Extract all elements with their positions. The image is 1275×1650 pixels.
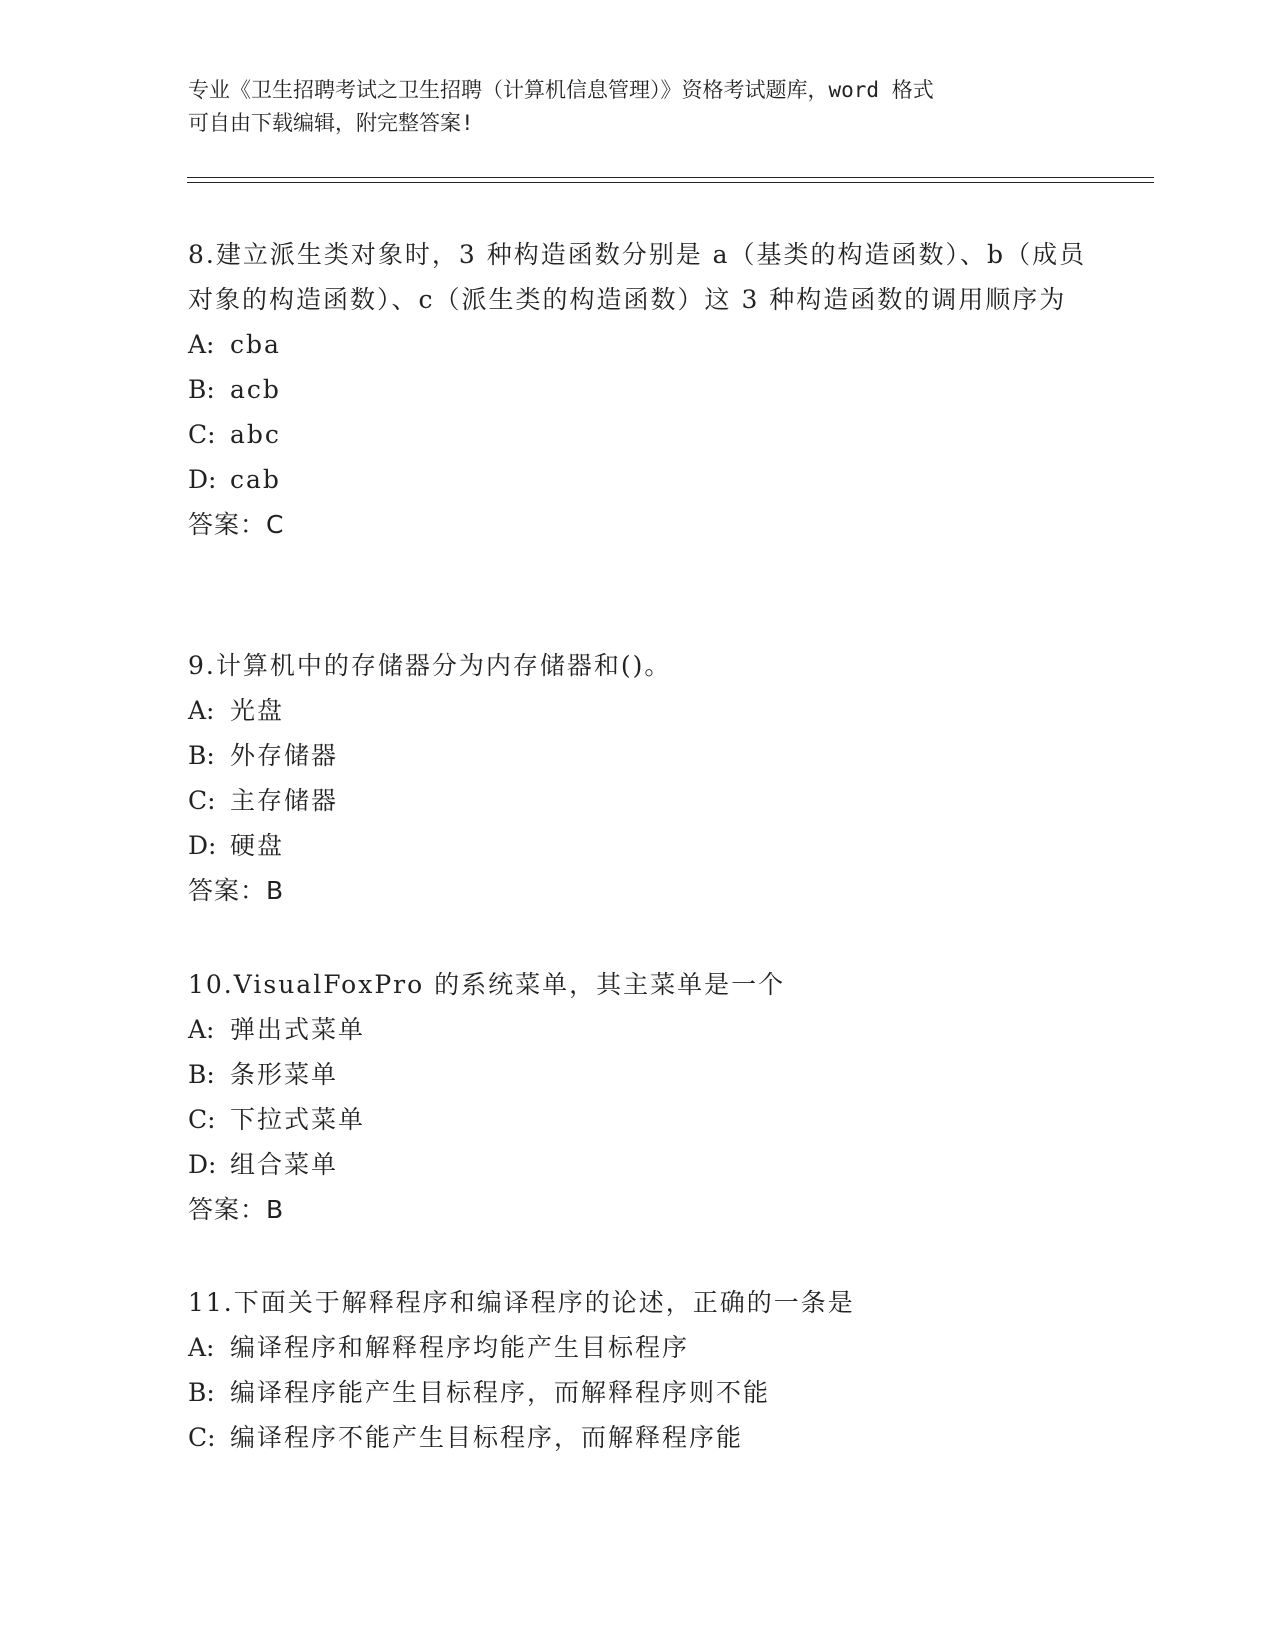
option-b bbox=[188, 733, 1088, 778]
question-stem: 10.VisualFoxPro 的系统菜单，其主菜单是一个 bbox=[188, 970, 786, 999]
option-b bbox=[188, 1052, 1088, 1097]
option-text: cab bbox=[230, 465, 281, 494]
answer-line: 答案：C bbox=[188, 510, 285, 539]
option-text: abc bbox=[230, 420, 281, 449]
option-text: 编译程序和解释程序均能产生目标程序 bbox=[230, 1333, 690, 1362]
option-text: 主存储器 bbox=[230, 786, 339, 815]
header-divider-bottom bbox=[187, 182, 1154, 183]
option-letter: D: bbox=[188, 1150, 217, 1179]
option-letter: B: bbox=[188, 1060, 215, 1089]
option-letter: A: bbox=[188, 696, 215, 725]
option-text: acb bbox=[230, 375, 281, 404]
option-letter: A: bbox=[188, 1333, 215, 1362]
option-letter: A: bbox=[188, 1015, 215, 1044]
question-8 bbox=[188, 232, 1088, 547]
option-text: 外存储器 bbox=[230, 741, 339, 770]
header-line-2: 可自由下载编辑，附完整答案! bbox=[188, 111, 474, 135]
option-d bbox=[188, 823, 1088, 868]
option-text: 硬盘 bbox=[230, 831, 285, 860]
option-letter: C: bbox=[188, 1423, 216, 1452]
option-b bbox=[188, 1370, 1088, 1415]
option-text: 组合菜单 bbox=[230, 1150, 339, 1179]
header-line-1: 专业《卫生招聘考试之卫生招聘（计算机信息管理）》资格考试题库，word 格式 bbox=[188, 78, 934, 102]
option-b bbox=[188, 367, 1088, 412]
option-a bbox=[188, 688, 1088, 733]
option-text: 编译程序不能产生目标程序，而解释程序能 bbox=[230, 1423, 744, 1452]
option-text: 编译程序能产生目标程序，而解释程序则不能 bbox=[230, 1378, 771, 1407]
option-c bbox=[188, 1097, 1088, 1142]
option-text: 光盘 bbox=[230, 696, 285, 725]
header-divider-top bbox=[187, 177, 1154, 178]
option-d bbox=[188, 457, 1088, 502]
option-letter: C: bbox=[188, 1105, 216, 1134]
option-a bbox=[188, 1007, 1088, 1052]
question-stem: 11.下面关于解释程序和编译程序的论述，正确的一条是 bbox=[188, 1288, 855, 1317]
question-11 bbox=[188, 1280, 1088, 1460]
option-c bbox=[188, 412, 1088, 457]
answer-line: 答案：B bbox=[188, 1195, 285, 1224]
option-text: 弹出式菜单 bbox=[230, 1015, 366, 1044]
option-text: cba bbox=[230, 330, 281, 359]
option-letter: C: bbox=[188, 786, 216, 815]
answer-line: 答案：B bbox=[188, 876, 285, 905]
option-letter: B: bbox=[188, 741, 215, 770]
question-stem: 9.计算机中的存储器分为内存储器和()。 bbox=[188, 651, 672, 680]
document-header bbox=[188, 74, 1088, 140]
option-letter: B: bbox=[188, 375, 215, 404]
question-stem: 8.建立派生类对象时，3 种构造函数分别是 a（基类的构造函数）、b（成员对象的构造函数）、c（派生类的构造函数）这 3 种构造函数的调用顺序为 bbox=[188, 240, 1087, 314]
option-a bbox=[188, 1325, 1088, 1370]
option-letter: D: bbox=[188, 465, 217, 494]
option-c bbox=[188, 1415, 1088, 1460]
option-letter: A: bbox=[188, 330, 215, 359]
option-a bbox=[188, 322, 1088, 367]
question-10 bbox=[188, 962, 1088, 1232]
option-c bbox=[188, 778, 1088, 823]
question-9 bbox=[188, 643, 1088, 913]
option-text: 条形菜单 bbox=[230, 1060, 339, 1089]
option-text: 下拉式菜单 bbox=[230, 1105, 366, 1134]
option-letter: D: bbox=[188, 831, 217, 860]
option-d bbox=[188, 1142, 1088, 1187]
option-letter: B: bbox=[188, 1378, 215, 1407]
option-letter: C: bbox=[188, 420, 216, 449]
